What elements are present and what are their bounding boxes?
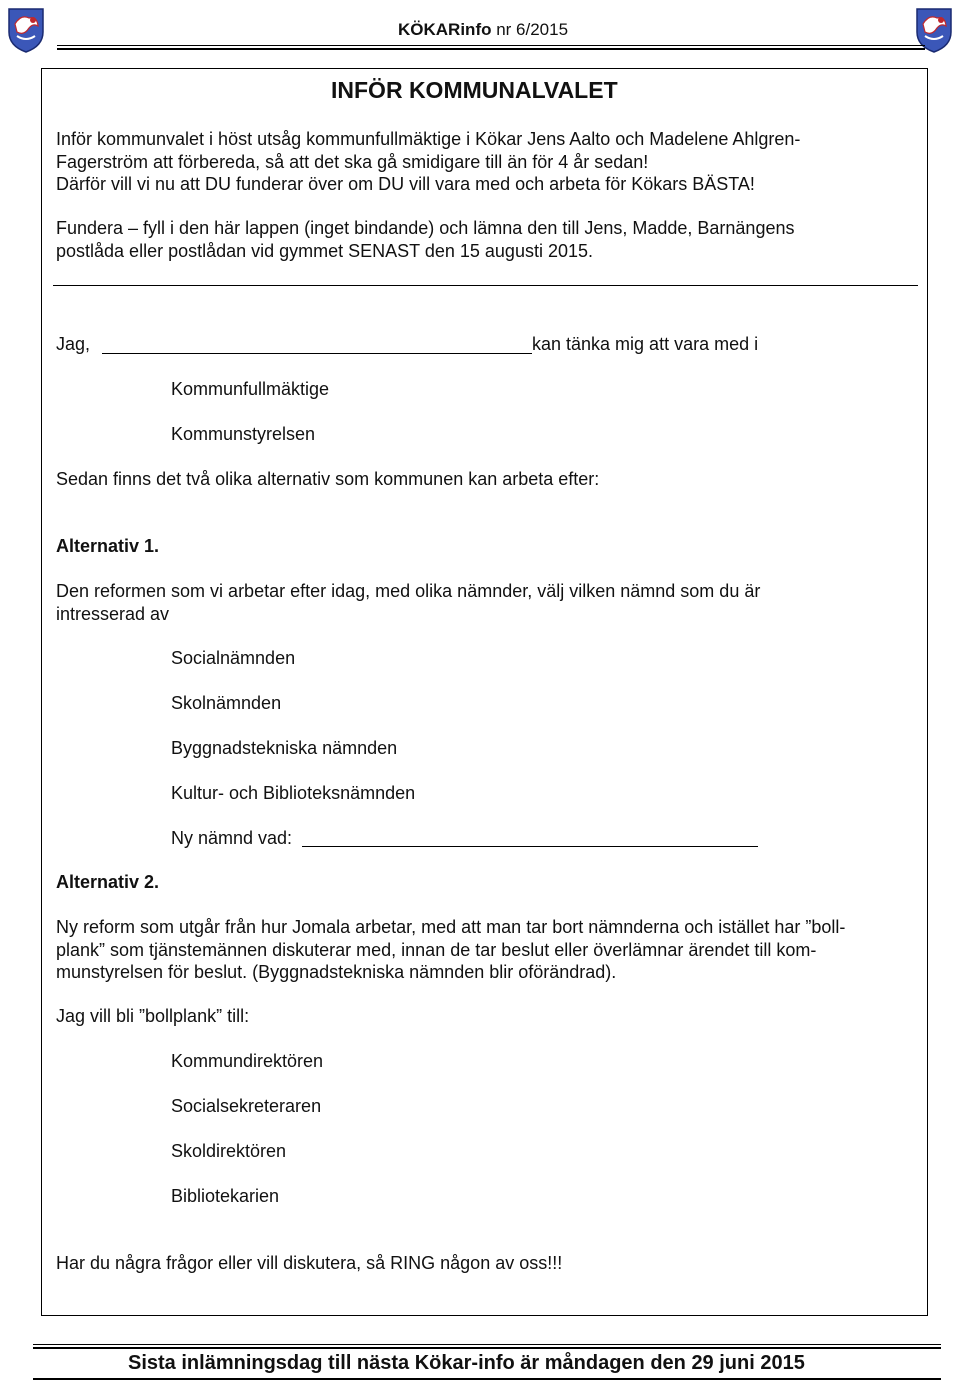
name-field-line[interactable] (102, 353, 532, 354)
alt1-description: Den reformen som vi arbetar efter idag, med olika nämnder, välj vilken nämnd som du är intresserad av (56, 581, 761, 624)
bollplank-prompt: Jag vill bli ”bollplank” till: (56, 1006, 250, 1026)
option-skolnamnden[interactable]: Skolnämnden (171, 693, 282, 713)
closing-text: Har du några frågor eller vill diskutera, så RING någon av oss!!! (56, 1253, 563, 1273)
new-board-label: Ny nämnd vad: (171, 828, 293, 848)
option-kommunfullmaktige[interactable]: Kommunfullmäktige (171, 379, 330, 399)
option-kommunstyrelsen[interactable]: Kommunstyrelsen (171, 424, 316, 444)
footer-rule (33, 1378, 941, 1380)
header-rule (57, 48, 925, 50)
header-rule (57, 45, 925, 46)
intro-paragraph: Inför kommunvalet i höst utsåg kommunfullmäktige i Kökar Jens Aalto och Madelene Ahlgren- Fagerström att förbereda, så att det ska gå smidigare till än för 4 år sedan! Därför vill vi nu att DU funderar över om DU vill vara med och arbeta för Kökars BÄSTA! (56, 129, 801, 194)
footer-rule (33, 1347, 941, 1349)
coat-of-arms-icon (7, 6, 45, 54)
form-title: INFÖR KOMMUNALVALET (331, 77, 618, 103)
option-kultur-bibliotek[interactable]: Kultur- och Biblioteksnämnden (171, 783, 416, 803)
instructions-paragraph: Fundera – fyll i den här lappen (inget bindande) och lämna den till Jens, Madde, Barnängens postlåda eller postlådan vid gymmet SENAST den 15 augusti 2015. (56, 218, 795, 261)
alt1-heading: Alternativ 1. (56, 536, 160, 556)
option-socialsekreteraren[interactable]: Socialsekreteraren (171, 1096, 322, 1116)
footer-rule (33, 1344, 941, 1345)
deadline-notice: Sista inlämningsdag till nästa Kökar-info är måndagen den 29 juni 2015 (128, 1352, 805, 1374)
jag-label: Jag, (56, 334, 91, 354)
jag-suffix: kan tänka mig att vara med i (532, 334, 759, 354)
option-bibliotekarien[interactable]: Bibliotekarien (171, 1186, 280, 1206)
option-skoldirektoren[interactable]: Skoldirektören (171, 1141, 287, 1161)
option-kommundirektoren[interactable]: Kommundirektören (171, 1051, 324, 1071)
coat-of-arms-icon (915, 6, 953, 54)
alternatives-intro: Sedan finns det två olika alternativ som kommunen kan arbeta efter: (56, 469, 600, 489)
newsletter-title: KÖKARinfo nr 6/2015 (398, 20, 569, 39)
alt2-heading: Alternativ 2. (56, 872, 160, 892)
alt2-description: Ny reform som utgår från hur Jomala arbetar, med att man tar bort nämnderna och istället har ”boll- plank” som tjänstemännen diskuterar med, innan de tar beslut eller överlämnar ärendet till kom- munstyrelsen för beslut. (Byggnadstekniska nämnden blir oförändrad). (56, 917, 846, 982)
option-byggnadstekniska[interactable]: Byggnadstekniska nämnden (171, 738, 398, 758)
new-board-field-line[interactable] (302, 846, 758, 847)
separator-line (53, 285, 918, 286)
option-socialnamnden[interactable]: Socialnämnden (171, 648, 296, 668)
